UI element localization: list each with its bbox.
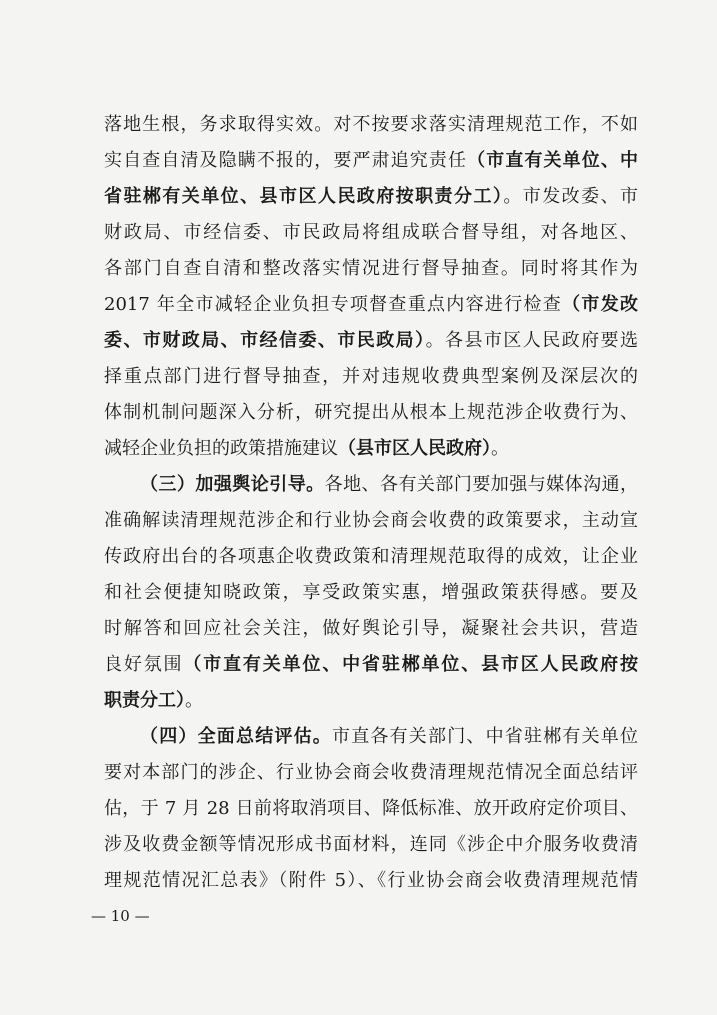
paragraph-line: 择重点部门进行督导抽查，并对违规收费典型案例及深层次的	[104, 366, 638, 387]
paragraph-line: 传政府出台的各项惠企收费政策和清理规范取得的成效，让企业	[104, 546, 638, 567]
paragraph-line: 省驻郴有关单位、县市区人民政府按职责分工）。市发改委、市	[104, 186, 638, 207]
section-heading: （三）加强舆论引导。	[140, 474, 325, 495]
paragraph-line: 委、市财政局、市经信委、市民政局）。各县市区人民政府要选	[104, 330, 638, 351]
paragraph-line: 落地生根，务求取得实效。对不按要求落实清理规范工作，不如	[104, 114, 638, 135]
page-number: — 10 —	[91, 907, 150, 925]
section-heading-line: （四）全面总结评估。市直各有关部门、中省驻郴有关单位	[140, 726, 638, 747]
paragraph-line: 准确解读清理规范涉企和行业协会商会收费的政策要求，主动宣	[104, 510, 638, 531]
paragraph-line: 减轻企业负担的政策措施建议（县市区人民政府）。	[104, 438, 509, 459]
paragraph-line: 职责分工）。	[104, 690, 203, 711]
paragraph-line: 要对本部门的涉企、行业协会商会收费清理规范情况全面总结评	[104, 762, 638, 783]
section-heading: （四）全面总结评估。	[140, 726, 332, 747]
paragraph-line: 各部门自查自清和整改落实情况进行督导抽查。同时将其作为	[104, 258, 638, 279]
paragraph-line: 和社会便捷知晓政策，享受政策实惠，增强政策获得感。要及	[104, 582, 638, 603]
paragraph-line: 财政局、市经信委、市民政局将组成联合督导组，对各地区、	[104, 222, 638, 243]
paragraph-line: 理规范情况汇总表》（附件 5）、《行业协会商会收费清理规范情	[104, 870, 638, 891]
paragraph-line: 涉及收费金额等情况形成书面材料，连同《涉企中介服务收费清	[104, 834, 638, 855]
paragraph-line: 良好氛围（市直有关单位、中省驻郴单位、县市区人民政府按	[104, 654, 638, 675]
paragraph-line: 估，于 7 月 28 日前将取消项目、降低标准、放开政府定价项目、	[104, 798, 638, 819]
paragraph-line: 实自查自清及隐瞒不报的，要严肃追究责任（市直有关单位、中	[104, 150, 638, 171]
paragraph-line: 时解答和回应社会关注，做好舆论引导，凝聚社会共识，营造	[104, 618, 638, 639]
section-heading-line: （三）加强舆论引导。各地、各有关部门要加强与媒体沟通，	[140, 474, 638, 495]
paragraph-line: 2017 年全市减轻企业负担专项督查重点内容进行检查（市发改	[104, 294, 638, 315]
paragraph-line: 体制机制问题深入分析，研究提出从根本上规范涉企收费行为、	[104, 402, 638, 423]
